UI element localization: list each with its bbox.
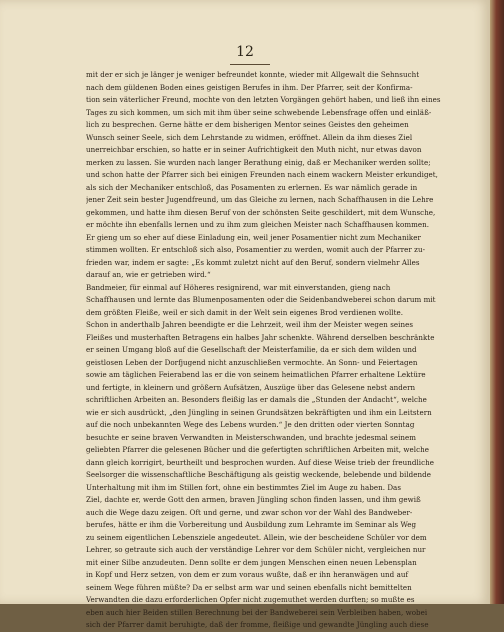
text-line: Unterhaltung mit ihm im Stillen fort, ohne ein bestimmtes Ziel im Auge zu haben. Das: [86, 482, 402, 492]
text-line: frieden war, indem er sagte: „Es kommt zuletzt nicht auf den Beruf, sondern vielmehr Alles: [86, 257, 420, 267]
text-line: Schon in anderthalb Jahren beendigte er die Lehrzeit, weil ihm der Meister wegen seines: [86, 320, 414, 329]
text-line: lich zu besprechen. Gerne hätte er dem bisherigen Mentor seines Geistes den geheimen: [86, 120, 409, 129]
text-line: eben auch hier Beiden stillen Berechnung bei der Bandweberei sein Verbleiben haben, wobei: [86, 607, 428, 617]
text-line: er möchte ihn ebenfalls lernen und zu ihm zum gleichen Meister nach Schaffhausen kommen.: [86, 220, 430, 229]
text-line: Fleißes und musterhaften Betragens ein halbes Jahr schenkte. Während derselben beschränkte: [86, 332, 435, 342]
text-line: nach dem güldenen Boden eines geistigen Berufes in ihm. Der Pfarrer, seit der Konfirma-: [86, 82, 413, 92]
header-rule: [230, 64, 270, 65]
text-line: Er gieng um so eher auf diese Einladung ein, weil jener Posamentier nicht zum Mechaniker: [86, 232, 421, 242]
text-line: dann gleich korrigirt, beurtheilt und besprochen wurden. Auf diese Weise trieb der freundliche: [86, 457, 435, 467]
book-spine-edge: [490, 0, 504, 604]
text-line: berufes, hätte er ihm die Vorbereitung und Ausbildung zum Lehramte im Seminar als Weg: [86, 520, 417, 529]
text-line: und fertigte, in kleinern und größern Aufsätzen, Auszüge über das Gelesene nebst andern: [86, 382, 416, 392]
text-line: Bandmeier, für einmal auf Höheres resignirend, war mit einverstanden, gieng nach: [86, 282, 391, 292]
text-line: Lehrer, so getraute sich auch der verständige Lehrer vor dem Schüler nicht, vergleichen nur: [86, 545, 426, 554]
text-line: sowie am täglichen Feierabend las er die von seinem heimatlichen Pfarrer erhaltene Lektüre: [86, 370, 426, 379]
page-number: 12: [236, 44, 254, 60]
text-line: Wunsch seiner Seele, sich dem Lehrstande zu widmen, eröffnet. Allein da ihm dieses Ziel: [86, 132, 413, 142]
text-line: auf die noch unbekannten Wege des Lebens wurden.“ Je den dritten oder vierten Sonntag: [86, 420, 415, 429]
body-text: [86, 69, 456, 632]
text-line: in Kopf und Herz setzen, von dem er zum voraus wußte, daß er ihn heranwägen und auf: [86, 570, 409, 579]
text-line: seinem Wege führen müßte? Da er selbst arm war und seinen ebenfalls nicht bemittelten: [86, 582, 412, 592]
text-line: tion sein väterlicher Freund, mochte von den letzten Vorgängen gehört haben, und ließ ihn eines: [86, 95, 441, 104]
text-line: Tages zu sich kommen, um sich mit ihm über seine schwebende Lebensfrage offen und einläß-: [86, 107, 432, 117]
text-line: stimmen wollten. Er entschloß sich also, Posamentier zu werden, womit auch der Pfarrer zu-: [86, 245, 426, 254]
text-line: als sich der Mechaniker entschloß, das Posamenten zu erlernen. Es war nämlich gerade in: [86, 182, 418, 192]
text-line: mit der er sich je länger je weniger befreundet konnte, wieder mit Allgewalt die Sehnsucht: [86, 70, 420, 79]
text-line: darauf an, wie er getrieben wird.“: [86, 270, 211, 279]
text-line: besuchte er seine braven Verwandten in Meisterschwanden, und brachte jedesmal seinem: [86, 432, 417, 442]
text-line: und schon hatte der Pfarrer sich bei einigen Freunden nach einem wackern Meister erkundiget,: [86, 170, 438, 179]
text-line: Seelsorger die wissenschaftliche Beschäftigung als geistig weckende, belebende und bildende: [86, 470, 431, 479]
text-line: merken zu lassen. Sie wurden nach langer Berathung einig, daß er Mechaniker werden sollte;: [86, 157, 431, 167]
text-line: Schaffhausen und lernte das Blumenposamenten oder die Seidenbandweberei schon darum mit: [86, 295, 436, 304]
text-line: er seinen Umgang bloß auf die Gesellschaft der Meisterfamilie, da er sich dem wilden und: [86, 345, 417, 354]
text-line: unerreichbar erschien, so hatte er in seiner Aufrichtigkeit den Muth nicht, nur etwas davon: [86, 145, 422, 154]
text-line: gekommen, und hatte ihm diesen Beruf von der schönsten Seite geschildert, mit dem Wunsche,: [86, 207, 436, 217]
text-line: jener Zeit sein bester Jugendfreund, um das Gleiche zu lernen, nach Schaffhausen in die Lehre: [86, 195, 434, 204]
text-line: geistlosen Leben der Dorfjugend nicht anzuschließen vermochte. An Sonn- und Feiertagen: [86, 357, 418, 367]
text-line: Ziel, dachte er, werde Gott den armen, braven Jüngling schon finden lassen, und ihm gewiß: [86, 495, 421, 504]
text-line: Verwandten die dazu erforderlichen Opfer nicht zugemuthet werden durften; so mußte es: [86, 595, 415, 604]
text-line: sich der Pfarrer damit beruhigte, daß der fromme, fleißige und gewandte Jüngling auch diese: [86, 620, 429, 629]
text-line: auch die Wege dazu zeigen. Oft und gerne, und zwar schon vor der Wahl des Bandweber-: [86, 507, 413, 517]
text-line: zu seinem eigentlichen Lebensziele angedeutet. Allein, wie der bescheidene Schüler vor dem: [86, 532, 427, 542]
text-line: mit einer Silbe anzudeuten. Denn sollte er dem jungen Menschen einen neuen Lebensplan: [86, 557, 417, 567]
text-line: dem größten Fleiße, weil er sich damit in der Welt sein eigenes Brod verdienen wollte.: [86, 307, 404, 317]
text-line: wie er sich ausdrückt, „den Jüngling in seinen Grundsätzen bekräftigten und ihm ein Leitstern: [86, 407, 432, 417]
text-line: schriftlichen Arbeiten an. Besonders fleißig las er damals die „Stunden der Andacht“, welche: [86, 395, 427, 404]
text-line: geliebten Pfarrer die gelesenen Bücher und die gefertigten schriftlichen Arbeiten mit, welche: [86, 445, 429, 454]
